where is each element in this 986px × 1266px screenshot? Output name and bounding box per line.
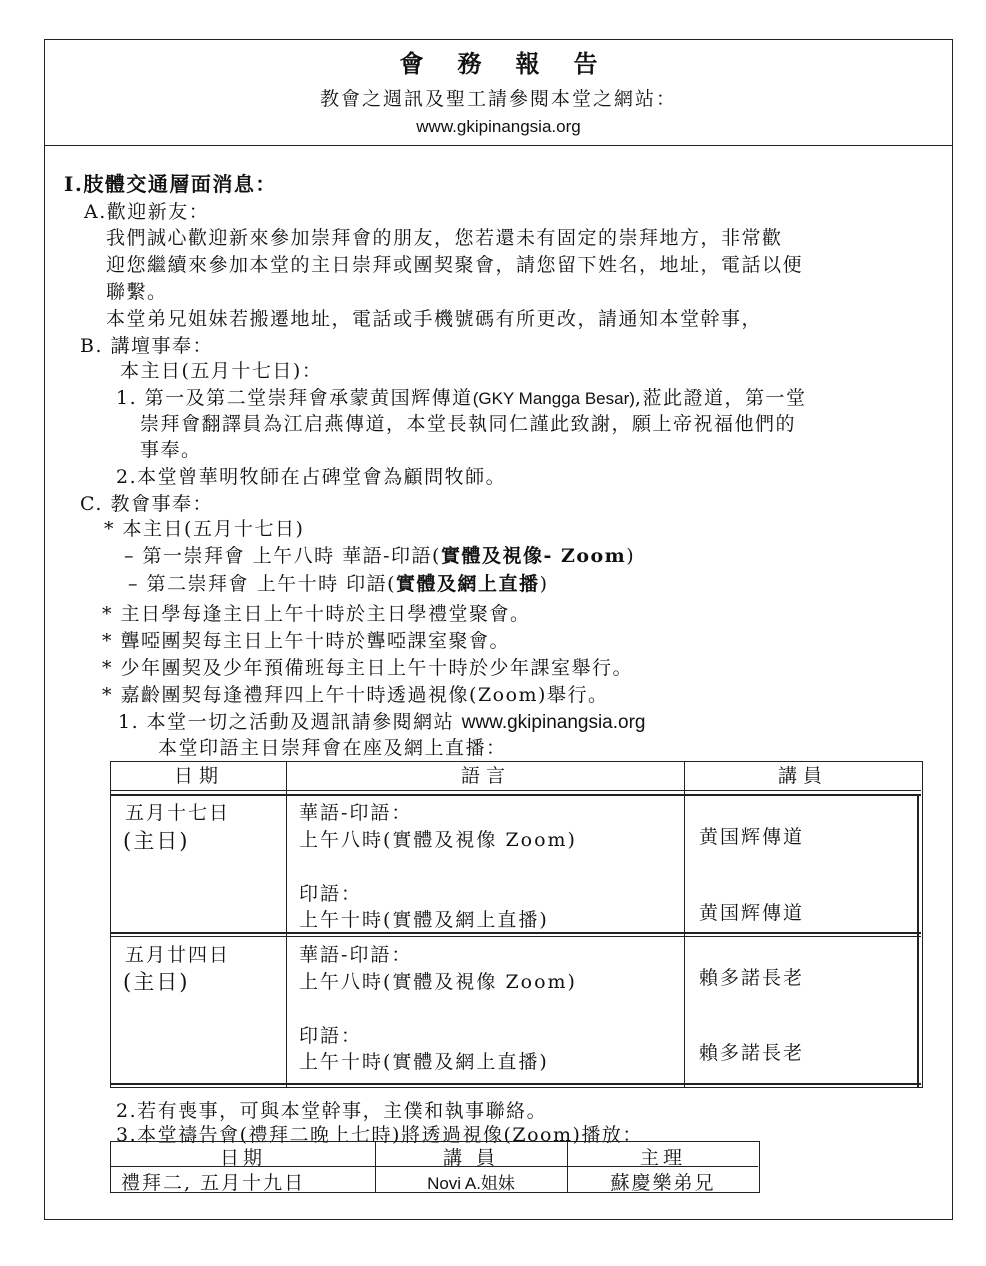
item-number: 1. bbox=[116, 387, 145, 409]
table-header-language: 語言 bbox=[460, 765, 511, 787]
prayer-header-speaker: 講 員 bbox=[442, 1147, 500, 1169]
pulpit-item-1-line3: 事奉。 bbox=[140, 439, 202, 461]
service-2 bbox=[128, 569, 548, 596]
column-divider bbox=[684, 762, 685, 1087]
subsection-a-label: A.歡迎新友： bbox=[84, 201, 210, 223]
column-divider bbox=[286, 762, 287, 1087]
service-text: – 第一崇拜會 上午八時 華語-印語( bbox=[124, 545, 441, 567]
service-text: ) bbox=[626, 545, 636, 567]
subsection-c-label: C. 教會事奉： bbox=[80, 493, 213, 515]
row-1-lang-1: 華語-印語： bbox=[299, 802, 413, 824]
row-2-lang-1: 華語-印語： bbox=[299, 944, 413, 966]
page-title: 會務報告 bbox=[399, 49, 632, 78]
header-divider bbox=[44, 145, 953, 146]
double-border bbox=[917, 794, 919, 1087]
youth-fellowship-note: * 少年團契及少年預備班每主日上午十時於少年課室舉行。 bbox=[102, 657, 634, 679]
welcome-text-line4: 本堂弟兄姐妹若搬遷地址，電話或手機號碼有所更改，請通知本堂幹事， bbox=[106, 308, 763, 330]
subtitle: 教會之週訊及聖工請參閱本堂之網站： bbox=[319, 88, 677, 110]
deaf-fellowship-note: * 聾啞團契每主日上午十時於聾啞課室聚會。 bbox=[102, 630, 511, 652]
row-divider bbox=[111, 936, 921, 937]
row-2-speaker-2: 賴多諾長老 bbox=[699, 1042, 805, 1064]
pulpit-item-2: 2.本堂曾華明牧師在占碑堂會為顧問牧師。 bbox=[116, 466, 507, 488]
row-2-time-1: 上午八時(實體及視像 Zoom) bbox=[299, 971, 577, 993]
service-text: ) bbox=[539, 573, 549, 595]
welcome-text-line2: 迎您繼續來參加本堂的主日崇拜或團契聚會，請您留下姓名，地址，電話以便 bbox=[106, 254, 804, 276]
church-name: (GKY Mangga Besar) bbox=[472, 389, 635, 408]
church-item-1-line2: 本堂印語主日崇拜會在座及網上直播： bbox=[158, 737, 507, 759]
website-link[interactable]: www.gkipinangsia.org bbox=[416, 117, 581, 136]
subsection-b-label: B. 講壇事奉： bbox=[80, 335, 214, 357]
church-item-1 bbox=[118, 707, 645, 734]
table-header-speaker: 講員 bbox=[777, 765, 828, 787]
row-1-speaker-2: 黄国辉傳道 bbox=[699, 902, 805, 924]
service-mode: 實體及網上直播 bbox=[396, 573, 540, 595]
row-1-lang-2: 印語： bbox=[299, 883, 363, 905]
row-2-time-2: 上午十時(實體及網上直播) bbox=[299, 1051, 549, 1073]
prayer-table bbox=[110, 1141, 760, 1193]
row-2-date: 五月廿四日 bbox=[125, 944, 231, 966]
prayer-host: 蘇慶樂弟兄 bbox=[610, 1172, 716, 1194]
prayer-date: 禮拜二, 五月十九日 bbox=[121, 1172, 306, 1194]
service-text: – 第二崇拜會 上午十時 印語( bbox=[128, 573, 397, 595]
prayer-header-date: 日期 bbox=[219, 1147, 266, 1169]
prayer-speaker: Novi A.姐妹 bbox=[427, 1174, 515, 1193]
welcome-text-line3: 聯繫。 bbox=[106, 281, 168, 303]
bottom-border bbox=[111, 1083, 921, 1085]
row-1-time-1: 上午八時(實體及視像 Zoom) bbox=[299, 829, 577, 851]
welcome-text-line1: 我們誠心歡迎新來參加崇拜會的朋友，您若還未有固定的崇拜地方，非常歡 bbox=[106, 227, 783, 249]
row-1-day: (主日) bbox=[123, 829, 190, 853]
row-2-lang-2: 印語： bbox=[299, 1025, 363, 1047]
item-text: 1. 本堂一切之活動及週訊請參閱網站 bbox=[118, 711, 462, 733]
senior-fellowship-note: * 嘉齡團契每逢禮拜四上午十時透過視像(Zoom)舉行。 bbox=[102, 684, 609, 706]
header-divider bbox=[111, 790, 921, 791]
church-item-3: 3.本堂禱告會(禮拜二晚上七時)將透過視像(Zoom)播放： bbox=[116, 1124, 643, 1146]
row-1-speaker-1: 黄国辉傳道 bbox=[699, 826, 805, 848]
church-item-2: 2.若有喪事，可與本堂幹事，主僕和執事聯絡。 bbox=[116, 1100, 548, 1122]
row-2-speaker-1: 賴多諾長老 bbox=[699, 967, 805, 989]
row-1-time-2: 上午十時(實體及網上直播) bbox=[299, 909, 549, 931]
section-heading: I.肢體交通層面消息： bbox=[64, 172, 277, 196]
row-1-date: 五月十七日 bbox=[125, 802, 231, 824]
pulpit-subheading: 本主日(五月十七日)： bbox=[120, 360, 323, 382]
header-divider bbox=[111, 794, 921, 796]
item-text: 第一及第二堂崇拜會承蒙黄国辉傳道 bbox=[144, 387, 473, 409]
item-text: ,蒞此證道，第一堂 bbox=[634, 387, 807, 409]
pulpit-item-1-line2: 崇拜會翻譯員為江启燕傳道，本堂長執同仁謹此致謝，願上帝祝福他們的 bbox=[140, 413, 797, 435]
row-2-day: (主日) bbox=[123, 970, 190, 994]
service-mode: 實體及視像- Zoom bbox=[440, 545, 627, 567]
pulpit-item-1 bbox=[116, 383, 806, 410]
row-divider bbox=[111, 932, 921, 934]
sunday-school-note: * 主日學每逢主日上午十時於主日學禮堂聚會。 bbox=[102, 603, 531, 625]
website-link[interactable]: www.gkipinangsia.org bbox=[461, 712, 646, 733]
table-header-date: 日期 bbox=[173, 765, 224, 787]
service-today: * 本主日(五月十七日) bbox=[104, 518, 305, 540]
schedule-table bbox=[110, 761, 923, 1088]
prayer-header-host: 主理 bbox=[639, 1147, 686, 1169]
service-1 bbox=[124, 541, 635, 568]
